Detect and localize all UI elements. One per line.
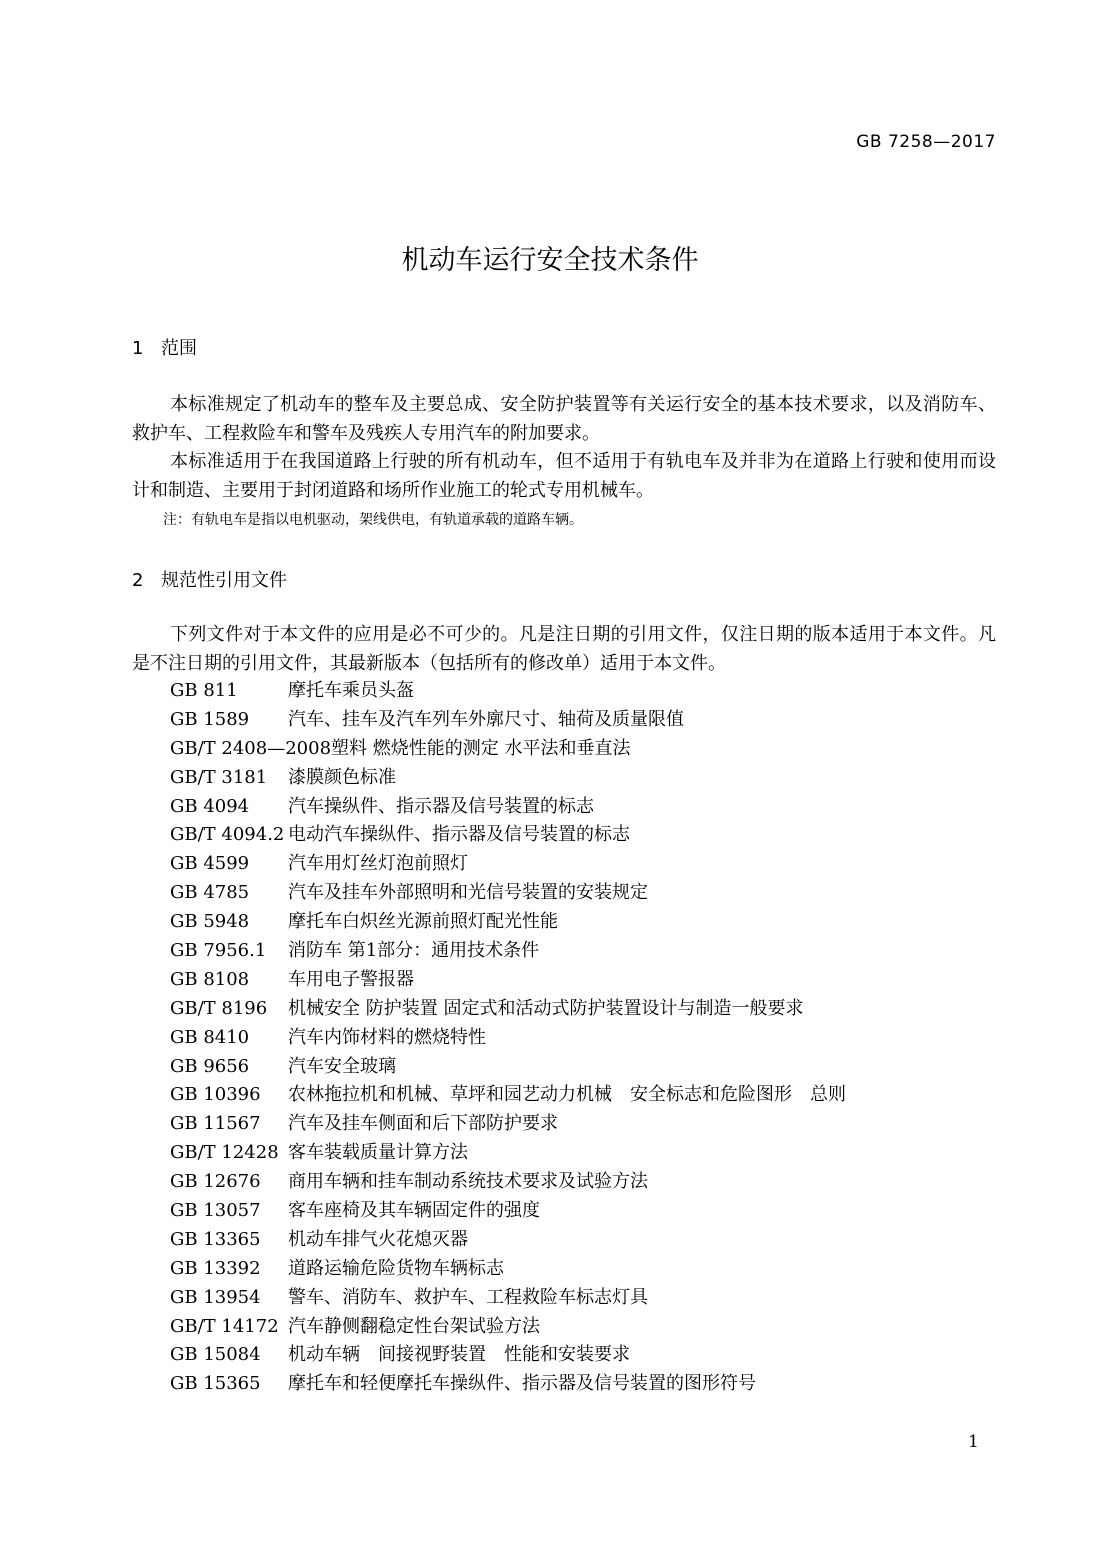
reference-code: GB 4785 (170, 882, 250, 904)
reference-title: 机械安全 防护装置 固定式和活动式防护装置设计与制造一般要求 (288, 997, 804, 1019)
reference-item (170, 908, 846, 937)
reference-title: 汽车操纵件、指示器及信号装置的标志 (288, 795, 594, 817)
reference-code: GB 15365 (170, 1373, 261, 1395)
reference-code: GB 4599 (170, 853, 250, 875)
reference-item (170, 850, 846, 879)
section-2-number: 2 (132, 570, 144, 591)
reference-title: 漆膜颜色标准 (288, 766, 396, 788)
references-intro: 下列文件对于本文件的应用是必不可少的。凡是注日期的引用文件，仅注日期的版本适用于本文件。凡是不注日期的引用文件，其最新版本（包括所有的修改单）适用于本文件。 (132, 624, 996, 674)
reference-title: 机动车排气火花熄灭器 (288, 1228, 468, 1250)
reference-item (170, 1226, 846, 1255)
reference-title: 摩托车白炽丝光源前照灯配光性能 (288, 911, 558, 933)
reference-title: 电动汽车操纵件、指示器及信号装置的标志 (288, 824, 630, 846)
reference-item (170, 1139, 846, 1168)
reference-list (170, 677, 846, 1399)
scope-paragraph-1: 本标准规定了机动车的整车及主要总成、安全防护装置等有关运行安全的基本技术要求，以及消防车、救护车、工程救险车和警车及残疾人专用汽车的附加要求。 (132, 394, 996, 444)
reference-item (170, 879, 846, 908)
reference-code: GB/T 2408—2008 (170, 737, 332, 759)
reference-title: 警车、消防车、救护车、工程救险车标志灯具 (288, 1286, 648, 1308)
reference-title: 消防车 第1部分：通用技术条件 (288, 940, 540, 962)
reference-item (170, 706, 846, 735)
section-1-heading (132, 334, 197, 360)
section-1-title: 范围 (161, 338, 197, 359)
reference-code: GB 13954 (170, 1286, 261, 1308)
reference-item (170, 764, 846, 793)
reference-code: GB 8410 (170, 1026, 250, 1048)
reference-code: GB/T 8196 (170, 997, 268, 1019)
section-1-number: 1 (132, 338, 144, 359)
reference-item (170, 966, 846, 995)
scope-note: 注：有轨电车是指以电机驱动，架线供电，有轨道承载的道路车辆。 (163, 512, 583, 528)
reference-title: 道路运输危险货物车辆标志 (288, 1257, 504, 1279)
reference-item (170, 793, 846, 822)
reference-title: 商用车辆和挂车制动系统技术要求及试验方法 (288, 1171, 648, 1193)
reference-code: GB 8108 (170, 968, 250, 990)
reference-code: GB 12676 (170, 1171, 261, 1193)
reference-item (170, 1024, 846, 1053)
reference-code: GB/T 14172 (170, 1315, 279, 1337)
reference-code: GB 5948 (170, 911, 250, 933)
reference-title: 汽车及挂车外部照明和光信号装置的安装规定 (288, 882, 648, 904)
reference-title: 客车装载质量计算方法 (288, 1142, 468, 1164)
reference-code: GB 7956.1 (170, 940, 267, 962)
reference-title: 汽车安全玻璃 (288, 1055, 396, 1077)
reference-code: GB 13365 (170, 1228, 261, 1250)
reference-title: 摩托车和轻便摩托车操纵件、指示器及信号装置的图形符号 (288, 1373, 756, 1395)
reference-code: GB 15084 (170, 1344, 261, 1366)
reference-item (170, 821, 846, 850)
reference-item (170, 1197, 846, 1226)
reference-item (170, 1255, 846, 1284)
reference-item (170, 735, 846, 764)
document-title: 机动车运行安全技术条件 (401, 245, 699, 276)
reference-item (170, 1110, 846, 1139)
reference-title: 机动车辆 间接视野装置 性能和安装要求 (288, 1344, 630, 1366)
reference-title: 汽车内饰材料的燃烧特性 (288, 1026, 486, 1048)
reference-title: 汽车静侧翻稳定性台架试验方法 (288, 1315, 540, 1337)
standard-code: GB 7258—2017 (856, 132, 996, 152)
reference-title: 客车座椅及其车辆固定件的强度 (288, 1200, 540, 1222)
reference-code: GB 9656 (170, 1055, 250, 1077)
reference-title: 塑料 燃烧性能的测定 水平法和垂直法 (331, 737, 631, 759)
scope-paragraph-2: 本标准适用于在我国道路上行驶的所有机动车，但不适用于有轨电车及并非为在道路上行驶和使用而设计和制造、主要用于封闭道路和场所作业施工的轮式专用机械车。 (132, 451, 996, 501)
reference-item (170, 1168, 846, 1197)
section-2-heading (132, 566, 287, 592)
reference-code: GB/T 4094.2 (170, 824, 285, 846)
reference-item (170, 995, 846, 1024)
reference-title: 汽车、挂车及汽车列车外廓尺寸、轴荷及质量限值 (288, 708, 684, 730)
reference-item (170, 1341, 846, 1370)
reference-item (170, 1284, 846, 1313)
reference-item (170, 1313, 846, 1342)
reference-item (170, 937, 846, 966)
reference-code: GB 10396 (170, 1084, 261, 1106)
reference-code: GB 4094 (170, 795, 250, 817)
reference-item (170, 1370, 846, 1399)
reference-title: 农林拖拉机和机械、草坪和园艺动力机械 安全标志和危险图形 总则 (288, 1084, 846, 1106)
reference-item (170, 677, 846, 706)
reference-code: GB 11567 (170, 1113, 261, 1135)
reference-item (170, 1081, 846, 1110)
reference-title: 汽车及挂车侧面和后下部防护要求 (288, 1113, 558, 1135)
reference-title: 车用电子警报器 (288, 968, 414, 990)
reference-code: GB/T 12428 (170, 1142, 279, 1164)
section-2-title: 规范性引用文件 (161, 570, 287, 591)
reference-code: GB 811 (170, 680, 238, 701)
reference-item (170, 1053, 846, 1082)
reference-title: 汽车用灯丝灯泡前照灯 (288, 853, 468, 875)
reference-code: GB 1589 (170, 708, 250, 730)
reference-code: GB 13057 (170, 1200, 261, 1222)
reference-title: 摩托车乘员头盔 (288, 680, 414, 701)
reference-code: GB 13392 (170, 1257, 261, 1279)
reference-code: GB/T 3181 (170, 766, 268, 788)
page-number: 1 (968, 1432, 979, 1452)
